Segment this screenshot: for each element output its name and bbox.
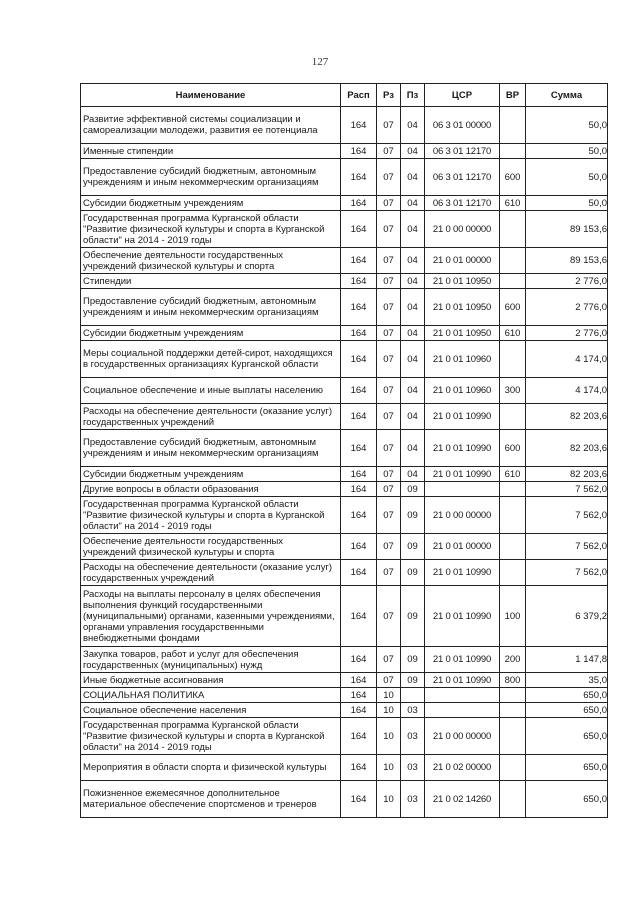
cell-name: Предоставление субсидий бюджетным, автономным учреждениям и иным некоммерческим организациям <box>81 159 341 196</box>
cell-rz: 07 <box>377 430 401 467</box>
cell-sum: 4 174,0 <box>526 341 608 378</box>
cell-rasp: 164 <box>341 467 377 482</box>
cell-pz: 04 <box>401 404 425 430</box>
cell-rasp: 164 <box>341 107 377 144</box>
table-row <box>81 289 608 326</box>
cell-rasp: 164 <box>341 144 377 159</box>
cell-rasp: 164 <box>341 755 377 781</box>
cell-pz: 09 <box>401 497 425 534</box>
cell-name: Именные стипендии <box>81 144 341 159</box>
table-row <box>81 404 608 430</box>
cell-vr: 800 <box>500 673 526 688</box>
cell-vr <box>500 560 526 586</box>
cell-sum: 50,0 <box>526 196 608 211</box>
cell-rasp: 164 <box>341 673 377 688</box>
cell-pz: 04 <box>401 467 425 482</box>
cell-csr <box>425 482 500 497</box>
cell-sum: 2 776,0 <box>526 274 608 289</box>
table-row <box>81 647 608 673</box>
table-row <box>81 781 608 818</box>
cell-pz: 03 <box>401 755 425 781</box>
cell-sum: 1 147,8 <box>526 647 608 673</box>
header-vr: ВР <box>500 84 526 107</box>
cell-pz: 04 <box>401 378 425 404</box>
cell-csr: 21 0 01 10990 <box>425 404 500 430</box>
cell-rz: 07 <box>377 534 401 560</box>
cell-csr: 21 0 00 00000 <box>425 211 500 248</box>
cell-rasp: 164 <box>341 482 377 497</box>
cell-csr: 06 3 01 12170 <box>425 144 500 159</box>
cell-sum: 82 203,6 <box>526 430 608 467</box>
cell-name: Государственная программа Курганской области "Развитие физической культуры и спорта в Курганской области" на 2014 - 2019 годы <box>81 497 341 534</box>
cell-sum: 89 153,6 <box>526 211 608 248</box>
cell-name: Предоставление субсидий бюджетным, автономным учреждениям и иным некоммерческим организациям <box>81 289 341 326</box>
cell-csr: 21 0 01 00000 <box>425 534 500 560</box>
cell-csr <box>425 703 500 718</box>
table-row <box>81 274 608 289</box>
table-row <box>81 326 608 341</box>
cell-vr <box>500 482 526 497</box>
table-row <box>81 211 608 248</box>
cell-name: Закупка товаров, работ и услуг для обеспечения государственных (муниципальных) нужд <box>81 647 341 673</box>
cell-vr <box>500 248 526 274</box>
cell-csr: 21 0 01 10950 <box>425 289 500 326</box>
cell-rasp: 164 <box>341 378 377 404</box>
cell-sum: 35,0 <box>526 673 608 688</box>
cell-csr: 21 0 00 00000 <box>425 718 500 755</box>
cell-csr: 21 0 01 10990 <box>425 673 500 688</box>
header-rasp: Расп <box>341 84 377 107</box>
page-number: 127 <box>311 56 329 68</box>
cell-pz: 09 <box>401 560 425 586</box>
cell-rasp: 164 <box>341 586 377 647</box>
cell-vr: 600 <box>500 289 526 326</box>
cell-csr: 21 0 01 10990 <box>425 430 500 467</box>
cell-vr <box>500 144 526 159</box>
cell-csr: 21 0 01 10990 <box>425 560 500 586</box>
table-row <box>81 378 608 404</box>
cell-vr <box>500 211 526 248</box>
cell-pz: 04 <box>401 289 425 326</box>
cell-pz: 04 <box>401 274 425 289</box>
table-body <box>81 107 608 818</box>
cell-rz: 07 <box>377 647 401 673</box>
cell-rasp: 164 <box>341 647 377 673</box>
table-row <box>81 196 608 211</box>
cell-vr <box>500 688 526 703</box>
table-row <box>81 144 608 159</box>
cell-rasp: 164 <box>341 497 377 534</box>
cell-sum: 7 562,0 <box>526 534 608 560</box>
cell-rz: 07 <box>377 248 401 274</box>
cell-sum: 50,0 <box>526 159 608 196</box>
cell-rasp: 164 <box>341 718 377 755</box>
cell-name: СОЦИАЛЬНАЯ ПОЛИТИКА <box>81 688 341 703</box>
cell-rz: 07 <box>377 586 401 647</box>
cell-rasp: 164 <box>341 326 377 341</box>
cell-rz: 07 <box>377 467 401 482</box>
cell-rasp: 164 <box>341 781 377 818</box>
cell-csr: 21 0 01 10990 <box>425 586 500 647</box>
cell-vr: 600 <box>500 159 526 196</box>
cell-name: Развитие эффективной системы социализации и самореализации молодежи, развития ее потенциала <box>81 107 341 144</box>
cell-rz: 07 <box>377 274 401 289</box>
cell-sum: 650,0 <box>526 781 608 818</box>
cell-sum: 7 562,0 <box>526 560 608 586</box>
cell-vr: 300 <box>500 378 526 404</box>
cell-sum: 7 562,0 <box>526 497 608 534</box>
table-row <box>81 703 608 718</box>
table-row <box>81 159 608 196</box>
table-row <box>81 482 608 497</box>
cell-vr: 600 <box>500 430 526 467</box>
cell-sum: 2 776,0 <box>526 326 608 341</box>
cell-csr: 21 0 01 10950 <box>425 274 500 289</box>
cell-csr: 21 0 00 00000 <box>425 497 500 534</box>
cell-rasp: 164 <box>341 289 377 326</box>
cell-vr <box>500 703 526 718</box>
cell-rz: 07 <box>377 144 401 159</box>
cell-name: Государственная программа Курганской области "Развитие физической культуры и спорта в Курганской области" на 2014 - 2019 годы <box>81 718 341 755</box>
cell-pz: 09 <box>401 586 425 647</box>
cell-rz: 10 <box>377 781 401 818</box>
table-row <box>81 248 608 274</box>
cell-rz: 07 <box>377 211 401 248</box>
cell-sum: 50,0 <box>526 107 608 144</box>
cell-csr: 06 3 01 12170 <box>425 159 500 196</box>
header-rz: Рз <box>377 84 401 107</box>
cell-rz: 07 <box>377 341 401 378</box>
cell-name: Расходы на обеспечение деятельности (оказание услуг) государственных учреждений <box>81 404 341 430</box>
cell-rasp: 164 <box>341 274 377 289</box>
cell-sum: 650,0 <box>526 718 608 755</box>
table-row <box>81 673 608 688</box>
cell-name: Социальное обеспечение населения <box>81 703 341 718</box>
cell-pz: 09 <box>401 534 425 560</box>
cell-name: Расходы на выплаты персоналу в целях обеспечения выполнения функций государственными (муниципальными) органами, казенными учреждениями, органами управления государственными внебюджетными фондами <box>81 586 341 647</box>
cell-name: Мероприятия в области спорта и физической культуры <box>81 755 341 781</box>
cell-name: Обеспечение деятельности государственных учреждений физической культуры и спорта <box>81 248 341 274</box>
cell-sum: 7 562,0 <box>526 482 608 497</box>
cell-rasp: 164 <box>341 703 377 718</box>
cell-pz: 03 <box>401 703 425 718</box>
cell-csr: 21 0 02 14260 <box>425 781 500 818</box>
cell-pz: 04 <box>401 326 425 341</box>
cell-csr <box>425 688 500 703</box>
cell-name: Субсидии бюджетным учреждениям <box>81 467 341 482</box>
table-row <box>81 467 608 482</box>
header-name: Наименование <box>81 84 341 107</box>
cell-pz: 03 <box>401 781 425 818</box>
cell-sum: 82 203,6 <box>526 404 608 430</box>
cell-rz: 07 <box>377 404 401 430</box>
table-row <box>81 497 608 534</box>
cell-sum: 89 153,6 <box>526 248 608 274</box>
cell-rz: 07 <box>377 289 401 326</box>
cell-pz: 04 <box>401 196 425 211</box>
table-row <box>81 586 608 647</box>
cell-vr: 610 <box>500 326 526 341</box>
cell-name: Субсидии бюджетным учреждениям <box>81 196 341 211</box>
cell-vr <box>500 534 526 560</box>
cell-rasp: 164 <box>341 211 377 248</box>
cell-rz: 10 <box>377 718 401 755</box>
cell-sum: 50,0 <box>526 144 608 159</box>
cell-rasp: 164 <box>341 159 377 196</box>
cell-pz: 04 <box>401 341 425 378</box>
cell-pz: 03 <box>401 718 425 755</box>
cell-rasp: 164 <box>341 688 377 703</box>
cell-csr: 21 0 01 10960 <box>425 378 500 404</box>
cell-vr: 610 <box>500 467 526 482</box>
cell-sum: 650,0 <box>526 703 608 718</box>
table-header-row <box>81 84 608 107</box>
cell-name: Предоставление субсидий бюджетным, автономным учреждениям и иным некоммерческим организациям <box>81 430 341 467</box>
cell-sum: 82 203,6 <box>526 467 608 482</box>
cell-vr <box>500 718 526 755</box>
cell-rasp: 164 <box>341 430 377 467</box>
cell-pz: 04 <box>401 430 425 467</box>
table-row <box>81 718 608 755</box>
cell-vr <box>500 274 526 289</box>
cell-csr: 21 0 01 10990 <box>425 467 500 482</box>
cell-rz: 07 <box>377 378 401 404</box>
cell-name: Пожизненное ежемесячное дополнительное материальное обеспечение спортсменов и тренеров <box>81 781 341 818</box>
cell-pz: 09 <box>401 482 425 497</box>
table-row <box>81 534 608 560</box>
cell-name: Иные бюджетные ассигнования <box>81 673 341 688</box>
cell-vr <box>500 497 526 534</box>
cell-rasp: 164 <box>341 534 377 560</box>
cell-rasp: 164 <box>341 404 377 430</box>
cell-pz: 09 <box>401 647 425 673</box>
cell-rz: 07 <box>377 560 401 586</box>
table-row <box>81 688 608 703</box>
cell-rasp: 164 <box>341 560 377 586</box>
header-csr: ЦСР <box>425 84 500 107</box>
table-row <box>81 430 608 467</box>
cell-csr: 21 0 01 10950 <box>425 326 500 341</box>
table-row <box>81 341 608 378</box>
cell-name: Расходы на обеспечение деятельности (оказание услуг) государственных учреждений <box>81 560 341 586</box>
cell-sum: 2 776,0 <box>526 289 608 326</box>
cell-sum: 4 174,0 <box>526 378 608 404</box>
cell-pz: 04 <box>401 144 425 159</box>
cell-vr: 610 <box>500 196 526 211</box>
cell-csr: 21 0 02 00000 <box>425 755 500 781</box>
cell-vr <box>500 404 526 430</box>
table-row <box>81 107 608 144</box>
cell-rasp: 164 <box>341 341 377 378</box>
cell-rz: 07 <box>377 673 401 688</box>
cell-sum: 650,0 <box>526 755 608 781</box>
header-sum: Сумма <box>526 84 608 107</box>
cell-rz: 07 <box>377 497 401 534</box>
cell-csr: 06 3 01 12170 <box>425 196 500 211</box>
cell-pz: 09 <box>401 673 425 688</box>
table-row <box>81 560 608 586</box>
cell-name: Обеспечение деятельности государственных учреждений физической культуры и спорта <box>81 534 341 560</box>
cell-name: Субсидии бюджетным учреждениям <box>81 326 341 341</box>
cell-sum: 650,0 <box>526 688 608 703</box>
cell-csr: 21 0 01 10960 <box>425 341 500 378</box>
cell-vr <box>500 755 526 781</box>
cell-rz: 07 <box>377 196 401 211</box>
cell-name: Социальное обеспечение и иные выплаты населению <box>81 378 341 404</box>
cell-csr: 21 0 01 00000 <box>425 248 500 274</box>
cell-pz: 04 <box>401 159 425 196</box>
cell-vr: 200 <box>500 647 526 673</box>
cell-pz: 04 <box>401 107 425 144</box>
cell-rz: 10 <box>377 703 401 718</box>
cell-rz: 10 <box>377 755 401 781</box>
cell-csr: 06 3 01 00000 <box>425 107 500 144</box>
cell-name: Государственная программа Курганской области "Развитие физической культуры и спорта в Курганской области" на 2014 - 2019 годы <box>81 211 341 248</box>
cell-rz: 07 <box>377 482 401 497</box>
cell-rz: 07 <box>377 159 401 196</box>
cell-rasp: 164 <box>341 196 377 211</box>
cell-name: Стипендии <box>81 274 341 289</box>
cell-vr <box>500 341 526 378</box>
cell-vr <box>500 781 526 818</box>
budget-table <box>80 83 608 818</box>
cell-pz <box>401 688 425 703</box>
cell-name: Другие вопросы в области образования <box>81 482 341 497</box>
cell-pz: 04 <box>401 211 425 248</box>
cell-vr <box>500 107 526 144</box>
header-pz: Пз <box>401 84 425 107</box>
cell-rz: 07 <box>377 107 401 144</box>
cell-rz: 10 <box>377 688 401 703</box>
cell-rz: 07 <box>377 326 401 341</box>
cell-pz: 04 <box>401 248 425 274</box>
cell-vr: 100 <box>500 586 526 647</box>
cell-name: Меры социальной поддержки детей-сирот, находящихся в государственных организациях Курганской области <box>81 341 341 378</box>
cell-rasp: 164 <box>341 248 377 274</box>
cell-csr: 21 0 01 10990 <box>425 647 500 673</box>
cell-sum: 6 379,2 <box>526 586 608 647</box>
table-row <box>81 755 608 781</box>
